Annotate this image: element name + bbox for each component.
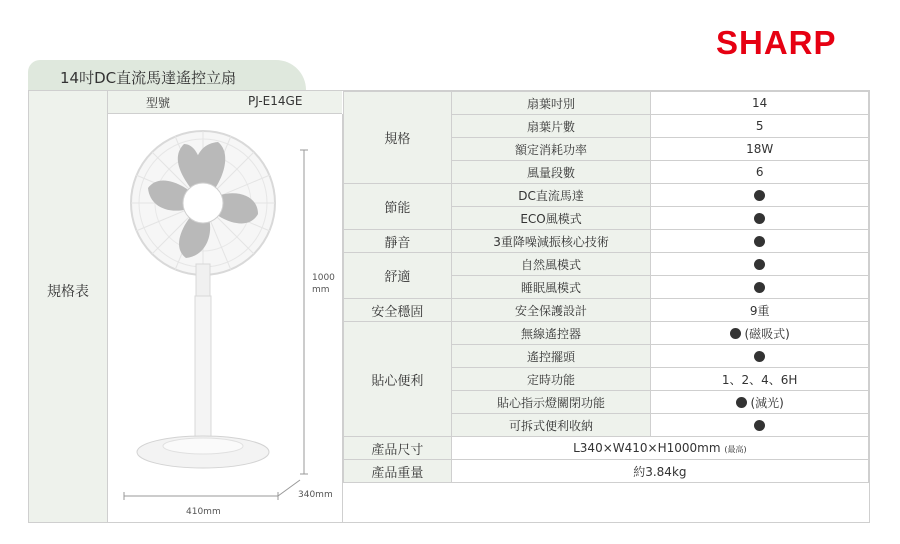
included-dot-icon [754, 282, 765, 293]
included-dot-icon [730, 328, 741, 339]
category-cell: 產品重量 [344, 460, 452, 483]
value-cell: 5 [651, 115, 869, 138]
value-cell [651, 207, 869, 230]
feature-cell: 扇葉吋別 [451, 92, 651, 115]
feature-cell: DC直流馬達 [451, 184, 651, 207]
model-value: PJ-E14GE [248, 94, 303, 108]
value-cell [451, 437, 868, 460]
feature-cell: 無線遙控器 [451, 322, 651, 345]
feature-cell: 自然風模式 [451, 253, 651, 276]
sharp-logo: SHARP [716, 24, 837, 61]
value-cell: 14 [651, 92, 869, 115]
table-row [344, 322, 869, 345]
feature-cell: 安全保護設計 [451, 299, 651, 322]
feature-cell: 額定消耗功率 [451, 138, 651, 161]
value-cell [651, 345, 869, 368]
model-label: 型號 [146, 96, 171, 110]
value-cell: 約3.84kg [451, 460, 868, 483]
section-label-column [29, 91, 108, 522]
category-cell: 靜音 [344, 230, 452, 253]
feature-cell: 睡眠風模式 [451, 276, 651, 299]
category-cell: 舒適 [344, 253, 452, 299]
depth-dimension: 340mm [298, 490, 333, 500]
included-dot-icon [754, 259, 765, 270]
value-cell [651, 230, 869, 253]
table-row [344, 230, 869, 253]
feature-cell: 遙控擺頭 [451, 345, 651, 368]
value-cell [651, 253, 869, 276]
category-cell: 節能 [344, 184, 452, 230]
feature-cell: 扇葉片數 [451, 115, 651, 138]
included-dot-icon [754, 190, 765, 201]
table-row [344, 92, 869, 115]
feature-cell: ECO風模式 [451, 207, 651, 230]
category-cell: 產品尺寸 [344, 437, 452, 460]
fan-illustration-area [108, 114, 343, 522]
table-row [344, 437, 869, 460]
value-cell [651, 322, 869, 345]
height-dimension: 1000 mm [312, 273, 335, 295]
size-note: (最高) [724, 445, 747, 454]
model-row [108, 91, 342, 114]
feature-cell: 貼心指示燈關閉功能 [451, 391, 651, 414]
value-cell [651, 414, 869, 437]
feature-cell: 可拆式便利收納 [451, 414, 651, 437]
spec-table [343, 91, 869, 483]
value-cell: 1、2、4、6H [651, 368, 869, 391]
feature-cell: 定時功能 [451, 368, 651, 391]
value-note: (磁吸式) [744, 326, 790, 341]
size-value: L340×W410×H1000mm [573, 441, 721, 455]
included-dot-icon [736, 397, 747, 408]
value-cell: 18W [651, 138, 869, 161]
fan-illustration [108, 114, 342, 522]
table-row [344, 299, 869, 322]
included-dot-icon [754, 420, 765, 431]
value-cell [651, 276, 869, 299]
value-cell: 9重 [651, 299, 869, 322]
table-row [344, 184, 869, 207]
page-title: 14吋DC直流馬達遙控立扇 [60, 69, 237, 87]
included-dot-icon [754, 351, 765, 362]
category-cell: 安全穩固 [344, 299, 452, 322]
included-dot-icon [754, 213, 765, 224]
width-dimension: 410mm [186, 507, 221, 517]
section-label: 規格表 [47, 284, 89, 300]
value-cell: 6 [651, 161, 869, 184]
table-row [344, 253, 869, 276]
included-dot-icon [754, 236, 765, 247]
value-cell [651, 391, 869, 414]
table-row [344, 460, 869, 483]
value-note: (減光) [750, 395, 784, 410]
category-cell: 規格 [344, 92, 452, 184]
feature-cell: 風量段數 [451, 161, 651, 184]
feature-cell: 3重降噪減振核心技術 [451, 230, 651, 253]
category-cell: 貼心便利 [344, 322, 452, 437]
value-cell [651, 184, 869, 207]
